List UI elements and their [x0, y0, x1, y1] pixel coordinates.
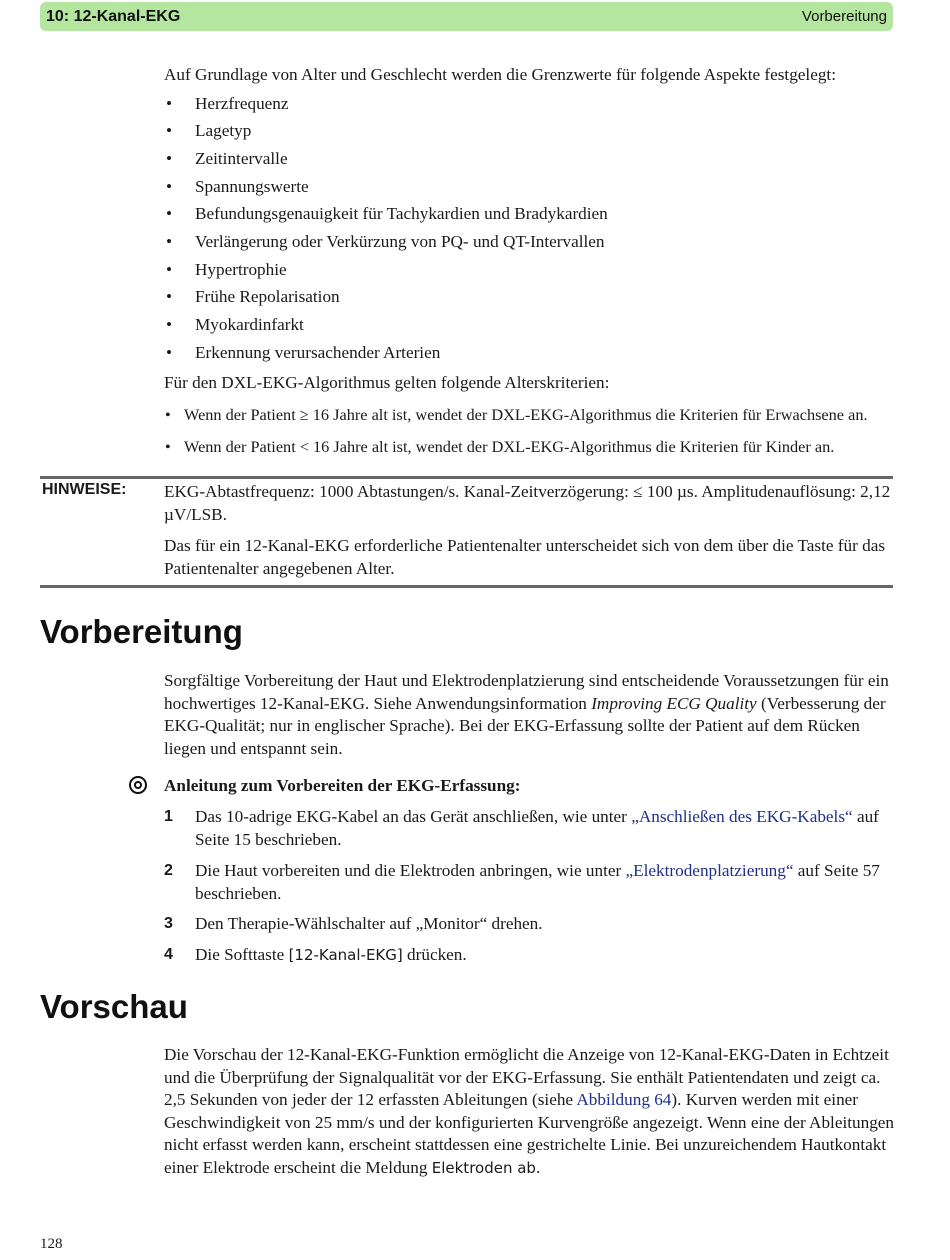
list-item: • Hypertrophie — [164, 256, 894, 284]
message-text: Elektroden ab — [431, 1158, 536, 1177]
list-item: • Befundungsgenauigkeit für Tachykardien und Bradykardien — [164, 200, 894, 228]
section-title: Vorbereitung — [801, 8, 887, 25]
list-item: • Frühe Repolarisation — [164, 283, 894, 311]
cross-reference-link[interactable]: „Anschließen des EKG-Kabels“ — [631, 807, 853, 826]
note-label: HINWEISE: — [42, 481, 127, 498]
procedure-step: 2 Die Haut vorbereiten und die Elektroden anbringen, wie unter „Elektrodenplatzierung“ auf Seite 57 beschrieben. — [164, 861, 880, 903]
age-criteria-list — [164, 404, 894, 459]
procedure-step: 4 Die Softtaste [12-Kanal-EKG] drücken. — [164, 944, 894, 967]
page-number: 128 — [40, 1236, 63, 1252]
procedure-icon — [129, 776, 147, 794]
doc-title: Improving ECG Quality — [591, 693, 757, 713]
list-item: • Wenn der Patient < 16 Jahre alt ist, wendet der DXL-EKG-Algorithmus die Kriterien für Kinder an. — [164, 436, 894, 459]
step-number: 1 — [164, 808, 173, 825]
note-top-rule — [40, 476, 893, 479]
list-item: • Myokardinfarkt — [164, 311, 894, 339]
list-item: • Herzfrequenz — [164, 90, 894, 118]
list-item: • Lagetyp — [164, 117, 894, 145]
procedure-step: 3 Den Therapie-Wählschalter auf „Monitor“ drehen. — [164, 913, 894, 936]
step-number: 2 — [164, 862, 173, 879]
section-heading: Vorschau — [40, 988, 188, 1025]
list-item: • Verlängerung oder Verkürzung von PQ- und QT-Intervallen — [164, 228, 894, 256]
preview-paragraph: Die Vorschau der 12-Kanal-EKG-Funktion ermöglicht die Anzeige von 12-Kanal-EKG-Daten in Echtzeit und die Überprüfung der Signalqualität vor der EKG-Erfassung. Sie enthält Patientendaten und zeigt ca. 2,5 Sekunden von jeder der 12 erfassten Ableitungen (siehe Abbildung 64). Kurven werden mit einer Geschwindigkeit von 25 mm/s und der konfigurierten Kurvengröße angezeigt. Wenn eine der Ableitungen nicht erfasst werden kann, erscheint stattdessen eine gestrichelte Linie. Bei unzureichendem Hautkontakt einer Elektrode erscheint die Meldung Elektroden ab. — [164, 1045, 895, 1177]
figure-reference-link[interactable]: Abbildung 64 — [576, 1090, 672, 1109]
note-text: Das für ein 12-Kanal-EKG erforderliche Patientenalter unterscheidet sich von dem über die Taste für das Patientenalter angegebenen Alter. — [164, 536, 886, 578]
note-text: EKG-Abtastfrequenz: 1000 Abtastungen/s. Kanal-Zeitverzögerung: ≤ 100 µs. Amplitudenauflösung: 2,12 µV/LSB. — [164, 482, 891, 524]
criteria-list — [164, 90, 894, 367]
intro-lead: Auf Grundlage von Alter und Geschlecht werden die Grenzwerte für folgende Aspekte festgelegt: — [164, 65, 836, 84]
chapter-title: 10: 12-Kanal-EKG — [46, 7, 181, 25]
step-number: 3 — [164, 915, 173, 932]
softkey-label: [12-Kanal-EKG] — [288, 946, 403, 964]
section-heading: Vorbereitung — [40, 613, 243, 650]
note-block — [164, 481, 894, 580]
list-item: • Erkennung verursachender Arterien — [164, 339, 894, 367]
list-item: • Spannungswerte — [164, 173, 894, 201]
note-bottom-rule — [40, 585, 893, 588]
list-item: • Zeitintervalle — [164, 145, 894, 173]
procedure-title: Anleitung zum Vorbereiten der EKG-Erfassung: — [164, 776, 521, 795]
age-criteria-lead: Für den DXL-EKG-Algorithmus gelten folgende Alterskriterien: — [164, 373, 610, 393]
prep-paragraph: Sorgfältige Vorbereitung der Haut und Elektrodenplatzierung sind entscheidende Voraussetzungen für ein hochwertiges 12-Kanal-EKG. Siehe Anwendungsinformation Improving ECG Quality (Verbesserung der EKG-Qualität; nur in englischer Sprache). Bei der EKG-Erfassung sollte der Patient auf dem Rücken liegen und entspannt sein. — [164, 671, 889, 758]
step-number: 4 — [164, 946, 173, 963]
running-header — [40, 2, 893, 31]
list-item: • Wenn der Patient ≥ 16 Jahre alt ist, wendet der DXL-EKG-Algorithmus die Kriterien für Erwachsene an. — [164, 404, 894, 427]
intro-block — [164, 64, 894, 459]
procedure-step: 1 Das 10-adrige EKG-Kabel an das Gerät anschließen, wie unter „Anschließen des EKG-Kabels“ auf Seite 15 beschrieben. — [164, 807, 879, 849]
cross-reference-link[interactable]: „Elektrodenplatzierung“ — [625, 861, 794, 880]
